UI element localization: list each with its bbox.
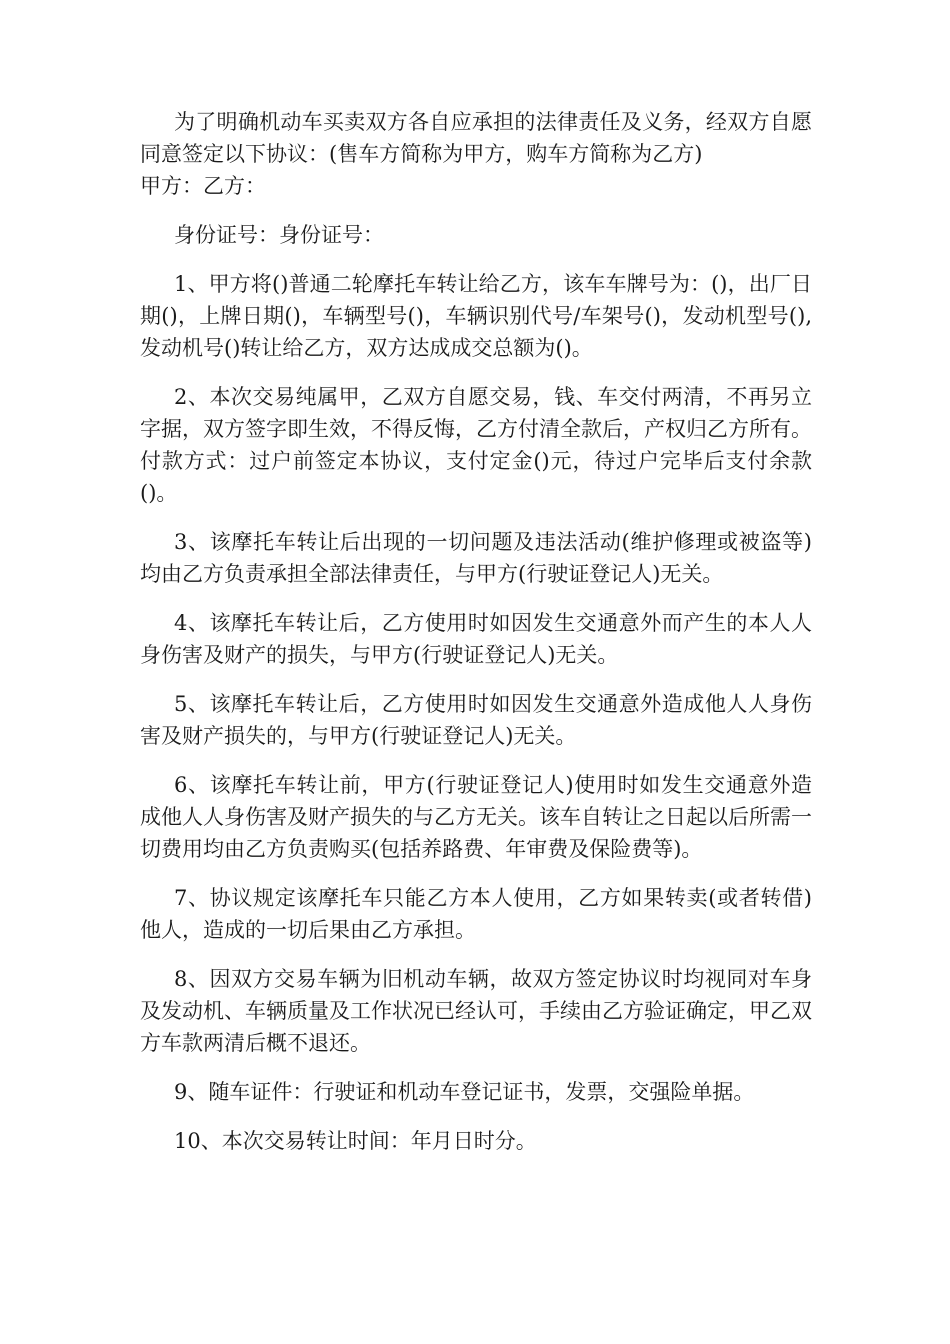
clause-4: 4、该摩托车转让后，乙方使用时如因发生交通意外而产生的本人人身伤害及财产的损失，与甲方(行驶证登记人)无关。 <box>140 611 812 667</box>
clause-6: 6、该摩托车转让前，甲方(行驶证登记人)使用时如发生交通意外造成他人人身伤害及财产损失的与乙方无关。该车自转让之日起以后所需一切费用均由乙方负责购买(包括养路费、年审费及保险费等)。 <box>140 773 812 861</box>
clause-1: 1、甲方将()普通二轮摩托车转让给乙方，该车车牌号为：()，出厂日期()，上牌日期()，车辆型号()，车辆识别代号/车架号()，发动机型号(),发动机号()转让给乙方，双方达成成交总额为()。 <box>140 272 812 360</box>
agreement-document <box>140 106 812 1174</box>
clause-10: 10、本次交易转让时间：年月日时分。 <box>174 1129 537 1153</box>
parties-line: 甲方：乙方： <box>140 174 266 198</box>
id-numbers-line: 身份证号：身份证号： <box>174 223 384 247</box>
clause-3: 3、该摩托车转让后出现的一切问题及违法活动(维护修理或被盗等)均由乙方负责承担全部法律责任，与甲方(行驶证登记人)无关。 <box>140 530 812 586</box>
clause-8: 8、因双方交易车辆为旧机动车辆，故双方签定协议时均视同对车身及发动机、车辆质量及工作状况已经认可，手续由乙方验证确定，甲乙双方车款两清后概不退还。 <box>140 967 812 1055</box>
clause-7: 7、协议规定该摩托车只能乙方本人使用，乙方如果转卖(或者转借)他人，造成的一切后果由乙方承担。 <box>140 886 812 942</box>
intro-paragraph: 为了明确机动车买卖双方各自应承担的法律责任及义务，经双方自愿同意签定以下协议：(售车方简称为甲方，购车方简称为乙方) <box>140 110 812 166</box>
clause-2: 2、本次交易纯属甲，乙双方自愿交易，钱、车交付两清，不再另立字据，双方签字即生效，不得反悔，乙方付清全款后，产权归乙方所有。付款方式：过户前签定本协议，支付定金()元，待过户完毕后支付余款()。 <box>140 385 812 505</box>
clause-5: 5、该摩托车转让后，乙方使用时如因发生交通意外造成他人人身伤害及财产损失的，与甲方(行驶证登记人)无关。 <box>140 692 812 748</box>
clause-9: 9、随车证件：行驶证和机动车登记证书，发票，交强险单据。 <box>174 1080 755 1104</box>
